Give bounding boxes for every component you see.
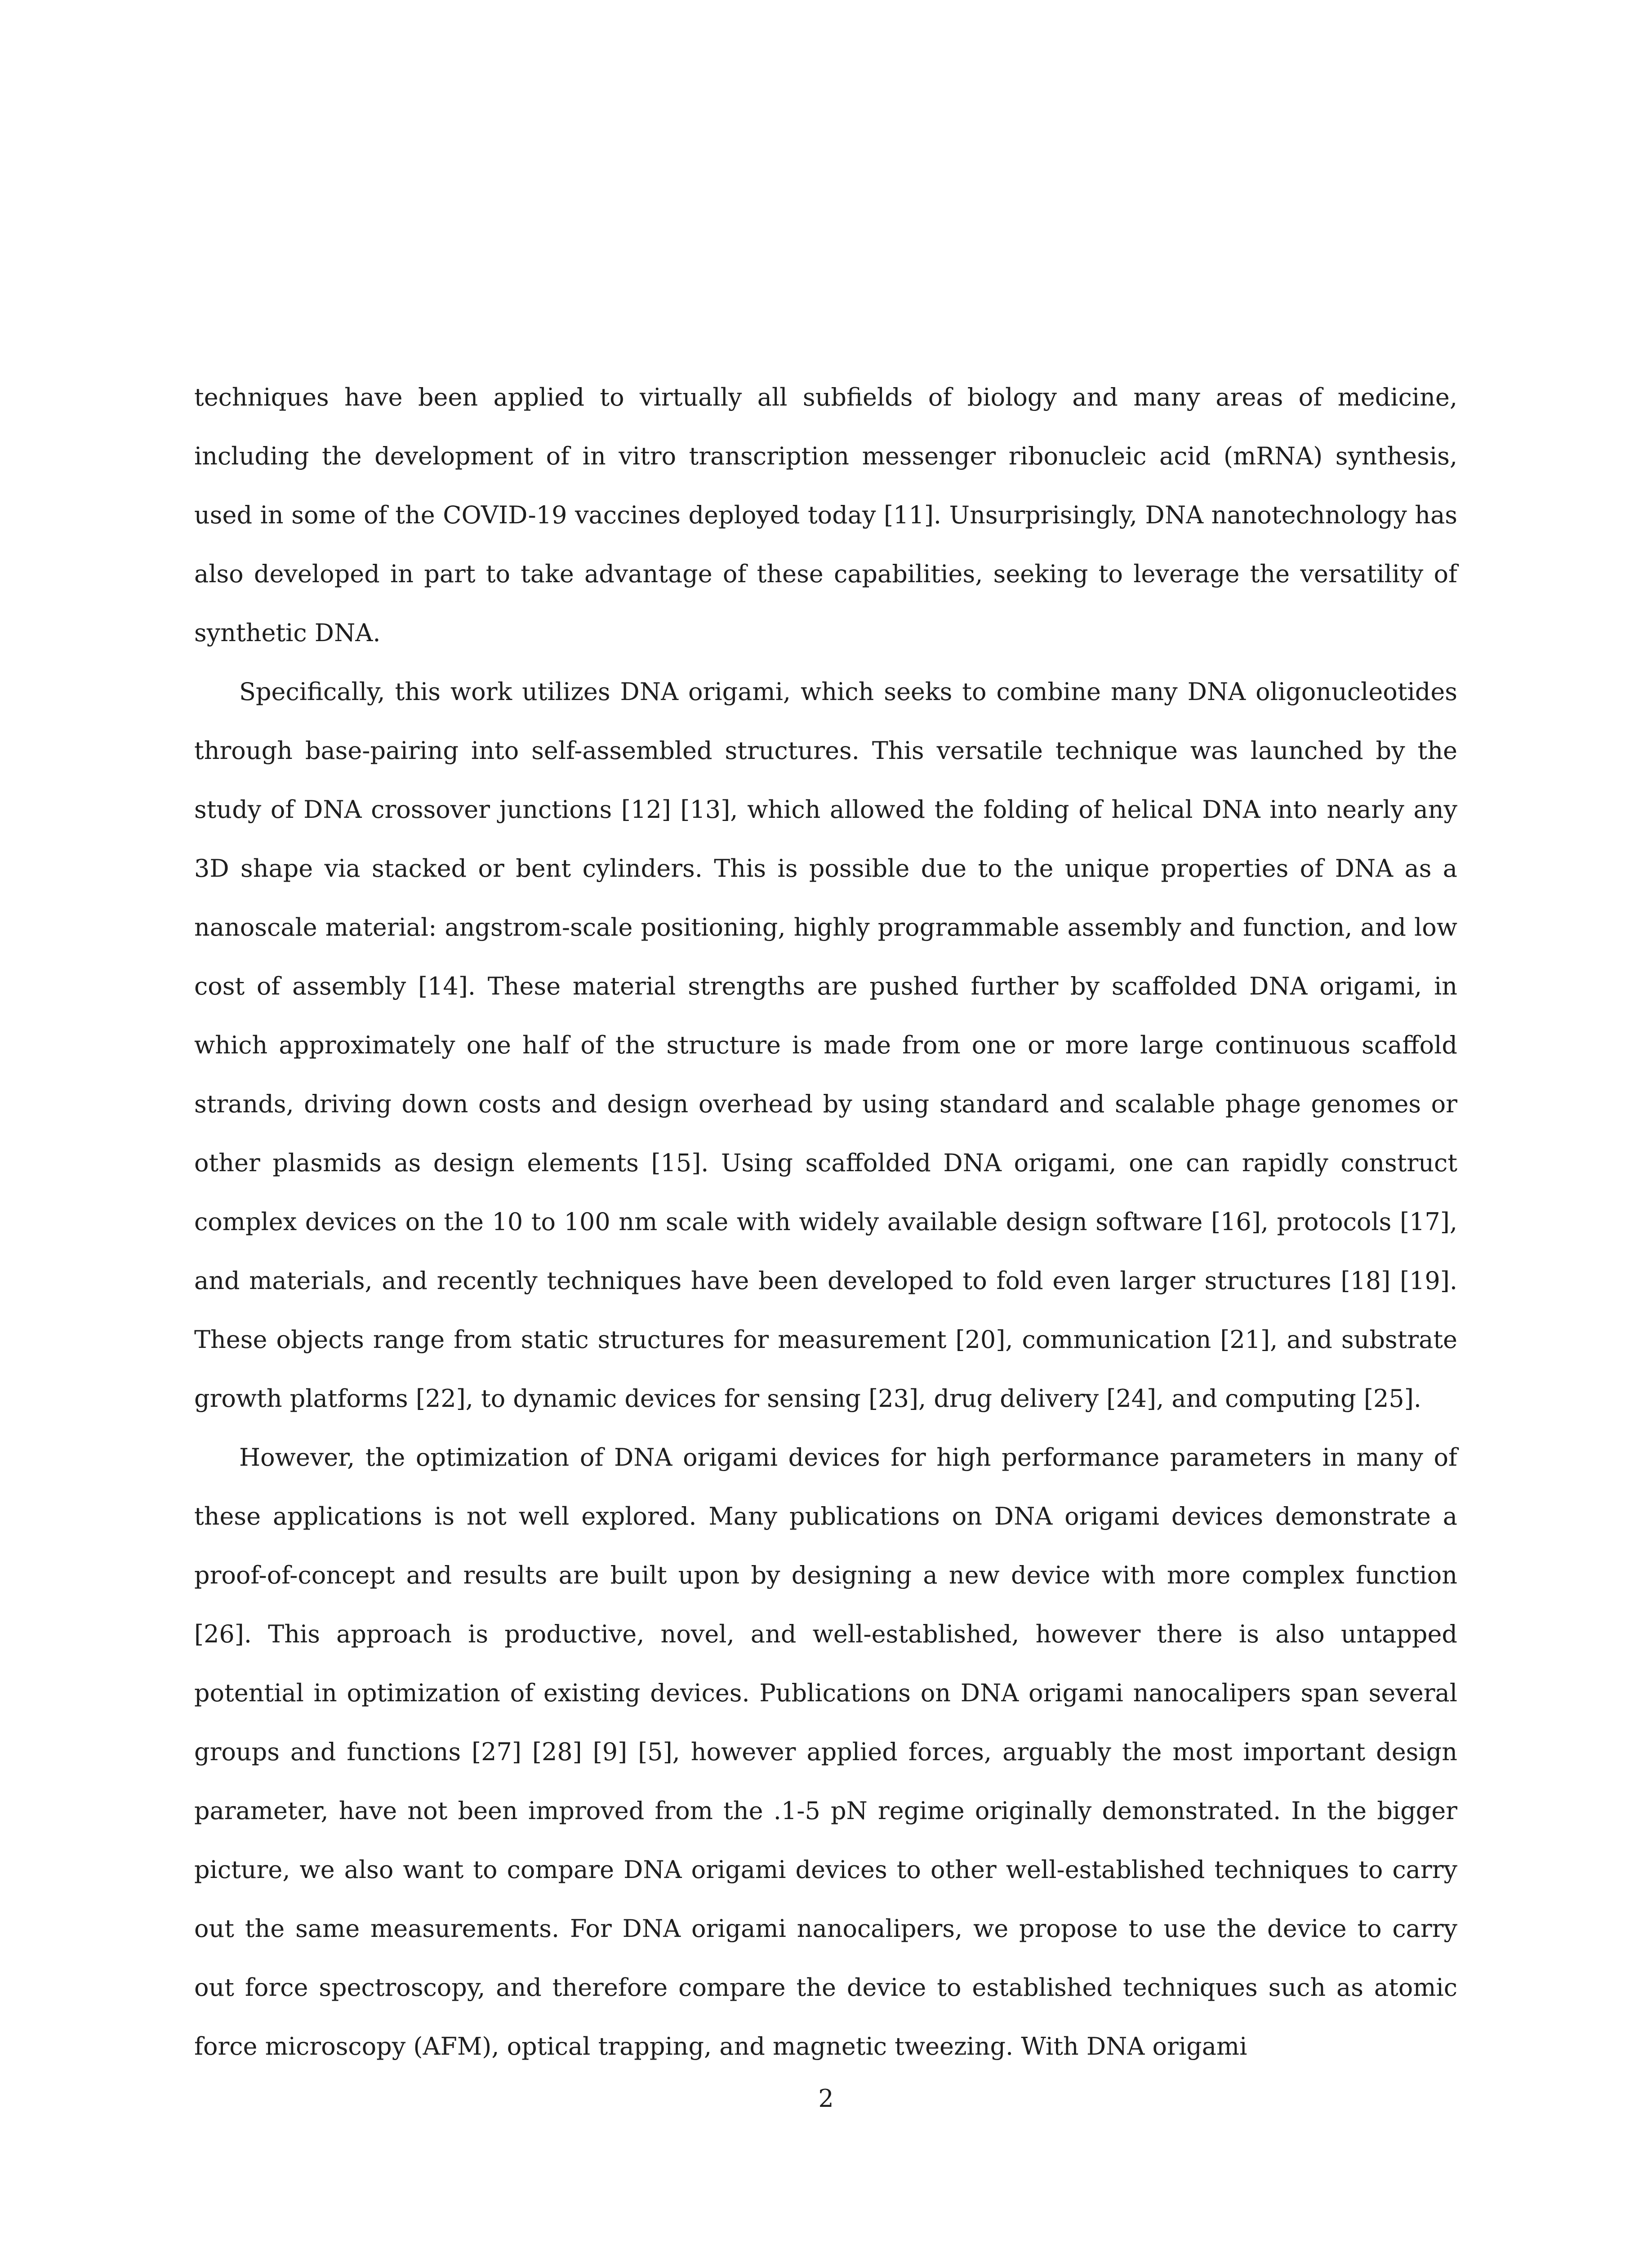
paragraph-optimization: However, the optimization of DNA origami devices for high performance parameters in many of these applications is not well explored. Many publications on DNA origami devices demonstrate a proof-of-concept and results are built upon by designing a new device with more complex function [26]. This approach is productive, novel, and well-established, however there is also untapped potential in optimization of existing devices. Publications on DNA origami nanocalipers span several groups and functions [27] [28] [9] [5], however applied forces, arguably the most important design parameter, have not been improved from the .1-5 pN regime originally demonstrated. In the bigger picture, we also want to compare DNA origami devices to other well-established techniques to carry out the same measurements. For DNA origami nanocalipers, we propose to use the device to carry out force spectroscopy, and therefore compare the device to established techniques such as atomic force microscopy (AFM), optical trapping, and magnetic tweezing. With DNA origami <box>194 1443 1457 2061</box>
paragraph-dna-origami: Specifically, this work utilizes DNA origami, which seeks to combine many DNA oligonucleotides through base-pairing into self-assembled structures. This versatile technique was launched by the study of DNA crossover junctions [12] [13], which allowed the folding of helical DNA into nearly any 3D shape via stacked or bent cylinders. This is possible due to the unique properties of DNA as a nanoscale material: angstrom-scale positioning, highly programmable assembly and function, and low cost of assembly [14]. These material strengths are pushed further by scaffolded DNA origami, in which approximately one half of the structure is made from one or more large continuous scaffold strands, driving down costs and design overhead by using standard and scalable phage genomes or other plasmids as design elements [15]. Using scaffolded DNA origami, one can rapidly construct complex devices on the 10 to 100 nm scale with widely available design software [16], protocols [17], and materials, and recently techniques have been developed to fold even larger structures [18] [19]. These objects range from static structures for measurement [20], communication [21], and substrate growth platforms [22], to dynamic devices for sensing [23], drug delivery [24], and computing [25]. <box>194 678 1457 1413</box>
paragraph-continuation: techniques have been applied to virtually all subfields of biology and many areas of medicine, including the development of in vitro transcription messenger ribonucleic acid (mRNA) synthesis, used in some of the COVID-19 vaccines deployed today [11]. Unsurprisingly, DNA nanotechnology has also developed in part to take advantage of these capabilities, seeking to leverage the versatility of synthetic DNA. <box>194 383 1457 647</box>
page-number: 2 <box>818 2084 834 2113</box>
body-text <box>194 368 1457 2076</box>
